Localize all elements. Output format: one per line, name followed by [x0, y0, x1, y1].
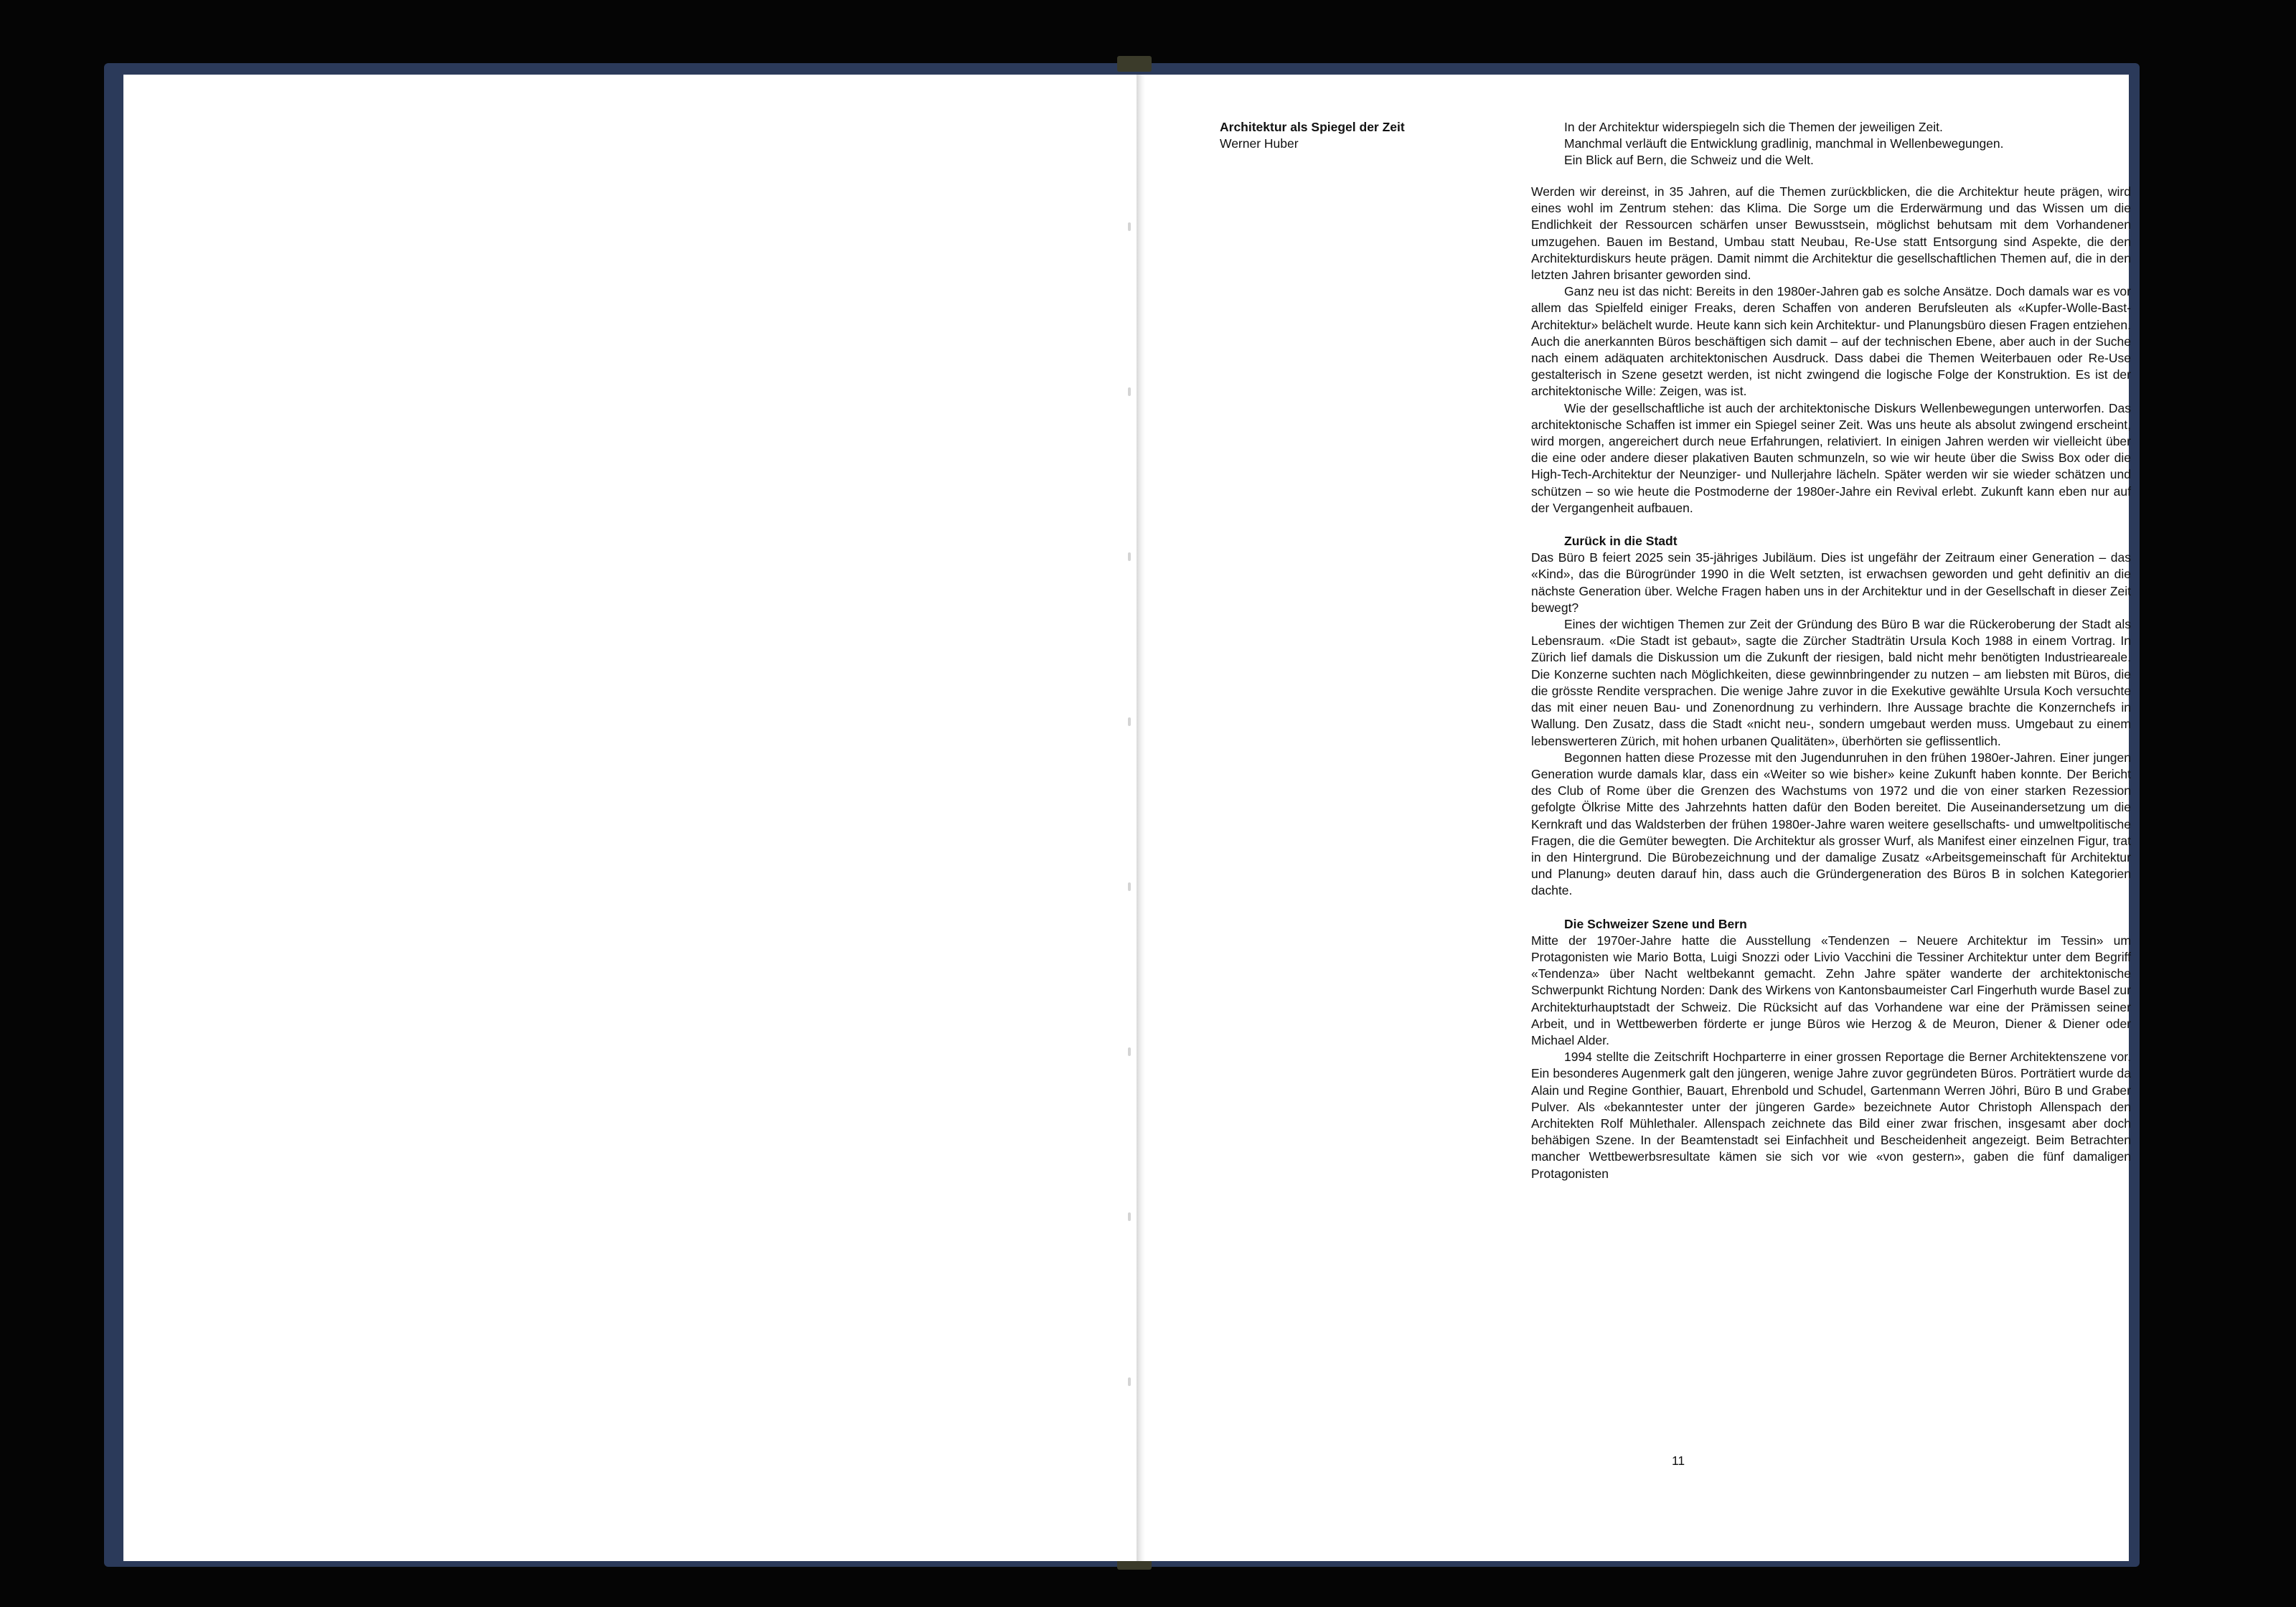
page-number: 11	[1672, 1453, 1685, 1468]
article-author: Werner Huber	[1220, 136, 1299, 151]
body-paragraph: Mitte der 1970er-Jahre hatte die Ausstellung «Tendenzen – Neuere Architektur im Tessin» um Protagonisten wie Mario Botta, Luigi Snozzi oder Livio Vacchini die Tessiner Architektur unter dem Begriff «Tendenza» über Nacht weltbekannt gemacht. Zehn Jahre später wanderte der architektonische Schwerpunkt Richtung Norden: Dank des Wirkens von Kantonsbaumeister Carl Fingerhuth wurde Basel zur Architekturhauptstadt der Schweiz. Die Rücksicht auf das Vorhandene war eine der Prämissen seiner Arbeit, und in Wettbewerben förderte er junge Büros wie Herzog & de Meuron, Diener & Diener oder Michael Alder.	[1531, 933, 2131, 1047]
lead-line: In der Architektur widerspiegeln sich die Themen der jeweiligen Zeit.	[1564, 120, 1943, 134]
lead-line: Manchmal verläuft die Entwicklung gradlinig, manchmal in Wellenbewegungen.	[1564, 136, 2004, 151]
book-gutter	[1137, 75, 1145, 1561]
body-paragraph: Eines der wichtigen Themen zur Zeit der Gründung des Büro B war die Rückeroberung der Stadt als Lebensraum. «Die Stadt ist gebaut», sagte die Zürcher Stadträtin Ursula Koch 1988 in einem Vortrag. In Zürich lief damals die Diskussion um die Zukunft der riesigen, bald nicht mehr benötigten Industrieareale. Die Konzerne suchten nach Möglichkeiten, diese gewinnbringender zu nutzen – am liebsten mit Büros, die die grösste Rendite versprachen. Die wenige Jahre zuvor in die Exekutive gewählte Ursula Koch versuchte das mit einer neuen Bau- und Zonenordnung zu verhindern. Ihre Aussage brachte die Konzernchefs in Wallung. Den Zusatz, dass die Stadt «nicht neu-, sondern umgebaut werden muss. Umgebaut zu einem lebenswerteren Zürich, mit hohen urbanen Qualitäten», überhörten sie geflissentlich.	[1531, 617, 2131, 748]
binding-stitch	[1128, 1212, 1131, 1221]
binding-stitch	[1128, 717, 1131, 726]
section-heading: Zurück in die Stadt	[1564, 534, 1678, 549]
body-paragraph: 1994 stellte die Zeitschrift Hochparterre in einer grossen Reportage die Berner Architektenszene vor. Ein besonderes Augenmerk galt den jüngeren, wenige Jahre zuvor gegründeten Büros. Porträtiert wurde da Alain und Regine Gonthier, Bauart, Ehrenbold und Schudel, Gartenmann Werren Jöhri, Büro B und Graber Pulver. Als «bekanntester unter der jüngeren Garde» bezeichnete Autor Christoph Allenspach den Architekten Rolf Mühlethaler. Allenspach zeichnete das Bild einer zwar frischen, insgesamt aber doch behäbigen Szene. In der Beamtenstadt sei Einfachheit und Bescheidenheit angezeigt. Beim Betrachten mancher Wettbewerbsresultate kämen sie sich vor wie «von gestern», gaben die fünf damaligen Protagonisten	[1531, 1050, 2131, 1181]
right-page	[1145, 75, 2129, 1561]
body-paragraph: Begonnen hatten diese Prozesse mit den Jugendunruhen in den frühen 1980er-Jahren. Einer jungen Generation wurde damals klar, dass ein «Weiter so wie bisher» keine Zukunft haben konnte. Der Bericht des Club of Rome über die Grenzen des Wachstums von 1972 und die von einer starken Rezession gefolgte Ölkrise Mitte des Jahrzehnts hatten dafür den Boden bereitet. Die Auseinandersetzung um die Kernkraft und das Waldsterben der frühen 1980er-Jahre waren weitere gesellschafts- und umweltpolitische Fragen, die die Gemüter bewegten. Die Architektur als grosser Wurf, als Manifest einer einzelnen Figur, trat in den Hintergrund. Die Bürobezeichnung und der damalige Zusatz «Arbeitsgemeinschaft für Architektur und Planung» deuten darauf hin, dass auch die Gründergeneration des Büros B in solchen Kategorien dachte.	[1531, 750, 2131, 898]
binding-stitch	[1128, 222, 1131, 231]
section-heading: Die Schweizer Szene und Bern	[1564, 916, 1747, 931]
left-page-blank	[123, 75, 1137, 1561]
binding-stitch	[1128, 1047, 1131, 1056]
binding-stitch	[1128, 1377, 1131, 1386]
body-paragraph: Ganz neu ist das nicht: Bereits in den 1980er-Jahren gab es solche Ansätze. Doch damals war es vor allem das Spielfeld einiger Freaks, deren Schaffen von anderen Berufsleuten als «Kupfer-Wolle-Bast-Architektur» belächelt wurde. Heute kann sich kein Architektur- und Planungsbüro diesen Fragen entziehen. Auch die anerkannten Büros beschäftigen sich damit – auf der technischen Ebene, aber auch in der Suche nach einem adäquaten architektonischen Ausdruck. Dass dabei die Themen Weiterbauen oder Re-Use gestalterisch in Szene gesetzt werden, ist nicht zwingend die logische Folge der Konstruktion. Es ist der architektonische Wille: Zeigen, was ist.	[1531, 284, 2131, 399]
article-title: Architektur als Spiegel der Zeit	[1220, 120, 1405, 134]
spine-headband-top	[1117, 56, 1152, 72]
body-paragraph: Wie der gesellschaftliche ist auch der architektonische Diskurs Wellenbewegungen unterworfen. Das architektonische Schaffen ist immer ein Spiegel seiner Zeit. Was uns heute als absolut zwingend erscheint, wird morgen, angereichert durch neue Erfahrungen, relativiert. In einigen Jahren werden wir vielleicht über die eine oder andere dieser plakativen Bauten schmunzeln, so wie wir heute über die Swiss Box oder die High-Tech-Architektur der Neunziger- und Nullerjahre lächeln. Später werden wir sie wieder schätzen und schützen – so wie heute die Postmoderne der 1980er-Jahre ein Revival erlebt. Zukunft kann eben nur auf der Vergangenheit aufbauen.	[1531, 400, 2131, 515]
body-paragraph: Werden wir dereinst, in 35 Jahren, auf die Themen zurückblicken, die die Architektur heute prägen, wird eines wohl im Zentrum stehen: das Klima. Die Sorge um die Erderwärmung und das Wissen um die Endlichkeit der Ressourcen schärfen unser Bewusstsein, möglichst behutsam mit dem Vorhandenen umzugehen. Bauen im Bestand, Umbau statt Neubau, Re-Use statt Entsorgung sind Aspekte, die den Architekturdiskurs heute prägen. Damit nimmt die Architektur die gesellschaftlichen Themen auf, die in den letzten Jahren brisanter geworden sind.	[1531, 184, 2131, 283]
article-header	[1220, 119, 1521, 152]
binding-stitch	[1128, 882, 1131, 891]
article-lead	[1564, 119, 2124, 169]
article-body	[1531, 184, 2131, 1182]
body-paragraph: Das Büro B feiert 2025 sein 35-jähriges Jubiläum. Dies ist ungefähr der Zeitraum einer Generation – das «Kind», das die Bürogründer 1990 in die Welt setzten, ist erwachsen geworden und geht definitiv an die nächste Generation über. Welche Fragen haben uns in der Architektur und in der Gesellschaft in dieser Zeit bewegt?	[1531, 550, 2131, 615]
binding-stitch	[1128, 387, 1131, 396]
binding-stitch	[1128, 552, 1131, 561]
lead-line: Ein Blick auf Bern, die Schweiz und die Welt.	[1564, 153, 1814, 167]
